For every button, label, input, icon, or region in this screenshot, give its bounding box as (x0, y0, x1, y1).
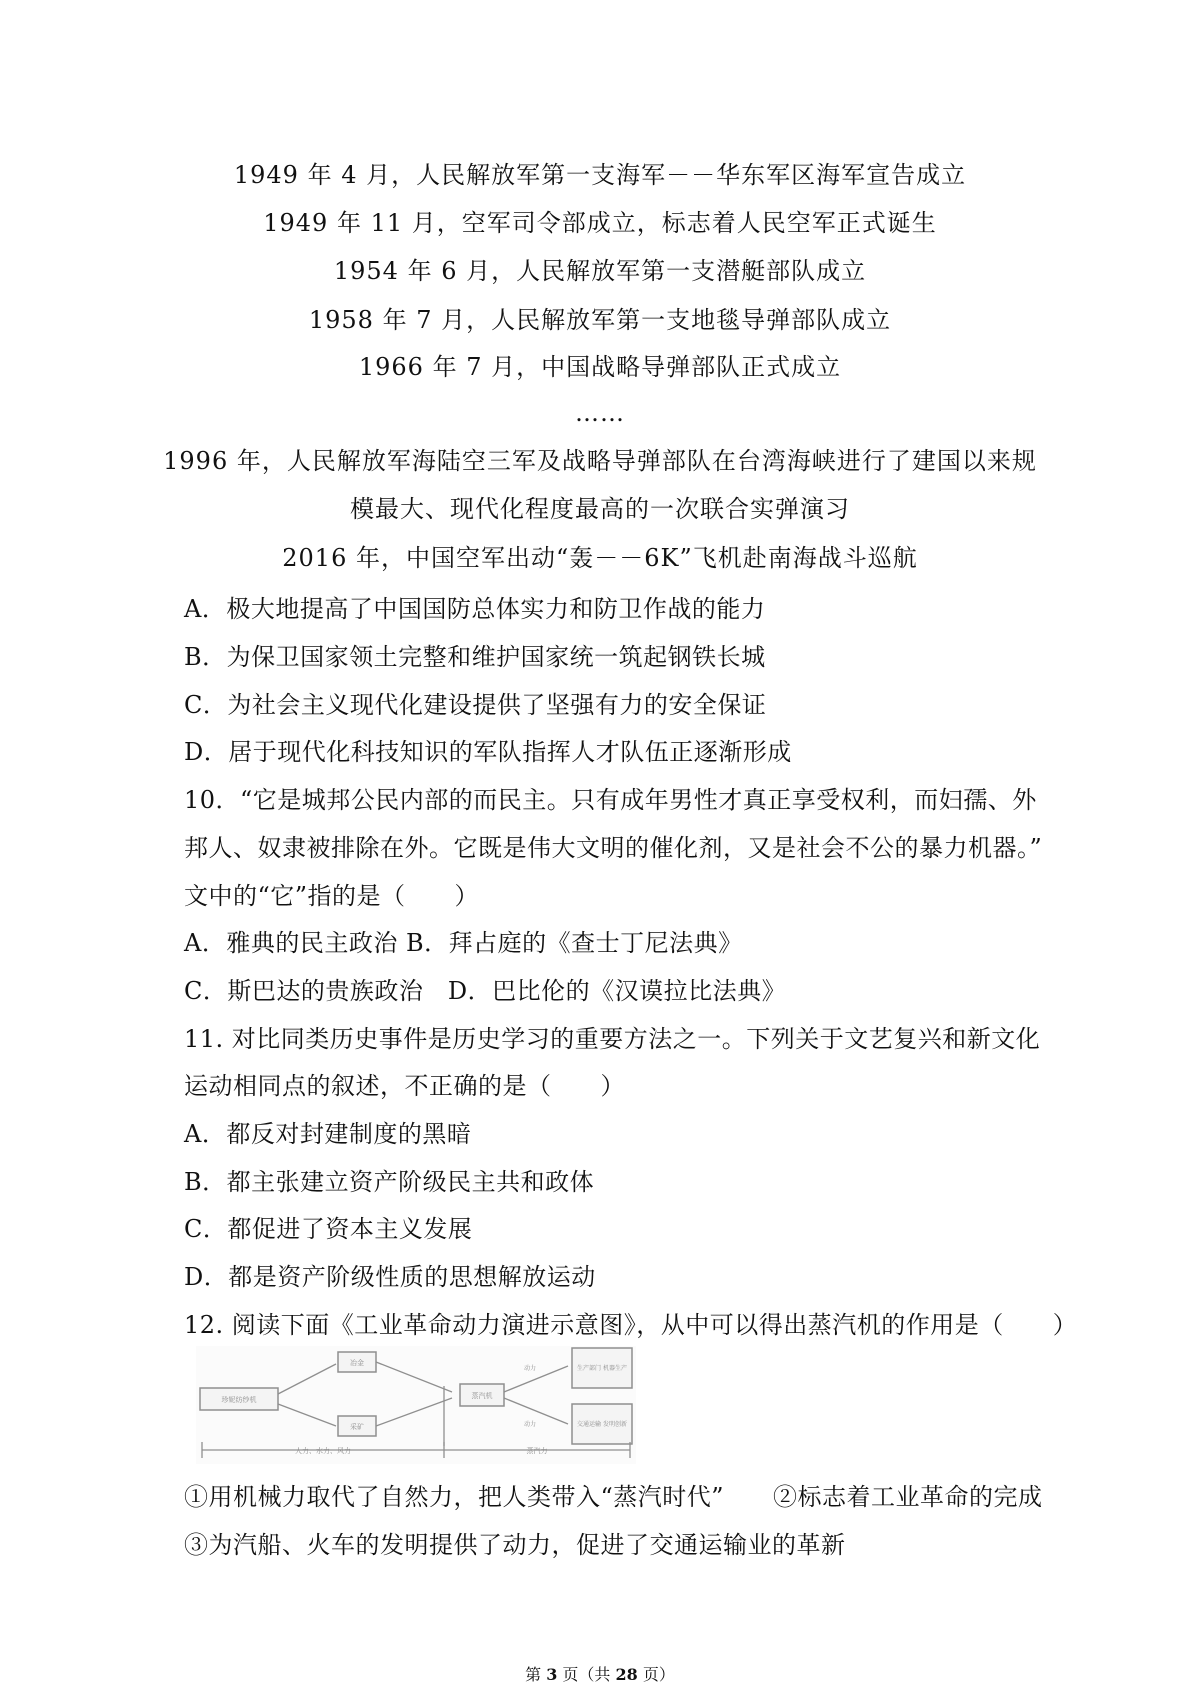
q11-stem-line-1: 11. 对比同类历史事件是历史学习的重要方法之一。下列关于文艺复兴和新文化 (184, 1025, 1041, 1053)
timeline-ellipsis: …… (575, 399, 625, 427)
timeline-line-2: 1949 年 11 月，空军司令部成立，标志着人民空军正式诞生 (263, 209, 937, 237)
q12-statement-1-2: ①用机械力取代了自然力，把人类带入“蒸汽时代” ②标志着工业革命的完成 (184, 1483, 1043, 1511)
q11-option-d: D．都是资产阶级性质的思想解放运动 (184, 1263, 596, 1291)
timeline-line-4: 1958 年 7 月，人民解放军第一支地毯导弹部队成立 (308, 306, 892, 334)
timeline-line-3: 1954 年 6 月，人民解放军第一支潜艇部队成立 (333, 257, 867, 285)
diagram-label-production: 生产部门 机器生产 (577, 1365, 627, 1372)
q12-stem: 12. 阅读下面《工业革命动力演进示意图》，从中可以得出蒸汽机的作用是（ ） (184, 1311, 1078, 1339)
q9-option-b: B．为保卫国家领土完整和维护国家统一筑起钢铁长城 (184, 643, 766, 671)
footer-page-number: 3 (546, 1665, 558, 1684)
q9-option-d: D．居于现代化科技知识的军队指挥人才队伍正逐渐形成 (184, 738, 792, 766)
timeline-line-1: 1949 年 4 月，人民解放军第一支海军－－华东军区海军宣告成立 (233, 161, 967, 189)
footer-total-pages: 28 (615, 1665, 638, 1684)
q11-option-a: A．都反对封建制度的黑暗 (184, 1120, 472, 1148)
page-footer (0, 1665, 1200, 1685)
diagram-label-transport: 交通运输 发明创新 (577, 1421, 627, 1428)
diagram-label-mining: 采矿 (350, 1423, 364, 1431)
q10-stem-line-2: 邦人、奴隶被排除在外。它既是伟大文明的催化剂，又是社会不公的暴力机器。” (184, 834, 1043, 862)
q10-stem-line-3: 文中的“它”指的是（ ） (184, 882, 480, 910)
timeline-line-6: 1996 年，人民解放军海陆空三军及战略导弹部队在台湾海峡进行了建国以来规 (163, 447, 1037, 475)
timeline-line-8: 2016 年，中国空军出动“轰－－6K”飞机赴南海战斗巡航 (282, 544, 918, 572)
q11-stem-line-2: 运动相同点的叙述，不正确的是（ ） (184, 1072, 625, 1100)
timeline-line-5: 1966 年 7 月，中国战略导弹部队正式成立 (358, 353, 842, 381)
diagram-label-steam-engine: 蒸汽机 (471, 1392, 493, 1400)
diagram-label-metallurgy: 冶金 (350, 1359, 364, 1367)
q9-option-c: C．为社会主义现代化建设提供了坚强有力的安全保证 (184, 691, 767, 719)
q10-stem-line-1: 10．“它是城邦公民内部的而民主。只有成年男性才真正享受权利，而妇孺、外 (184, 786, 1037, 814)
footer-middle: 页（共 (557, 1665, 616, 1684)
timeline-line-7: 模最大、现代化程度最高的一次联合实弹演习 (350, 495, 850, 523)
diagram-label-jenny: 珍妮纺纱机 (221, 1396, 257, 1404)
diagram-label-power-top: 动力 (523, 1365, 537, 1372)
footer-prefix: 第 (525, 1665, 547, 1684)
footer-suffix: 页） (637, 1665, 675, 1684)
q9-option-a: A．极大地提高了中国国防总体实力和防卫作战的能力 (184, 595, 766, 623)
diagram-label-band-left: 人力、水力、风力 (295, 1447, 351, 1455)
q11-option-b: B．都主张建立资产阶级民主共和政体 (184, 1168, 595, 1196)
q10-option-cd: C．斯巴达的贵族政治 D．巴比伦的《汉谟拉比法典》 (184, 977, 787, 1005)
diagram-label-power-bottom: 动力 (523, 1421, 537, 1428)
diagram-label-band-right: 蒸汽力 (526, 1447, 548, 1455)
q10-option-ab: A．雅典的民主政治 B．拜占庭的《查士丁尼法典》 (184, 929, 743, 957)
industrial-revolution-power-diagram (196, 1346, 636, 1464)
q12-statement-3: ③为汽船、火车的发明提供了动力，促进了交通运输业的革新 (184, 1531, 846, 1559)
q11-option-c: C．都促进了资本主义发展 (184, 1215, 473, 1243)
